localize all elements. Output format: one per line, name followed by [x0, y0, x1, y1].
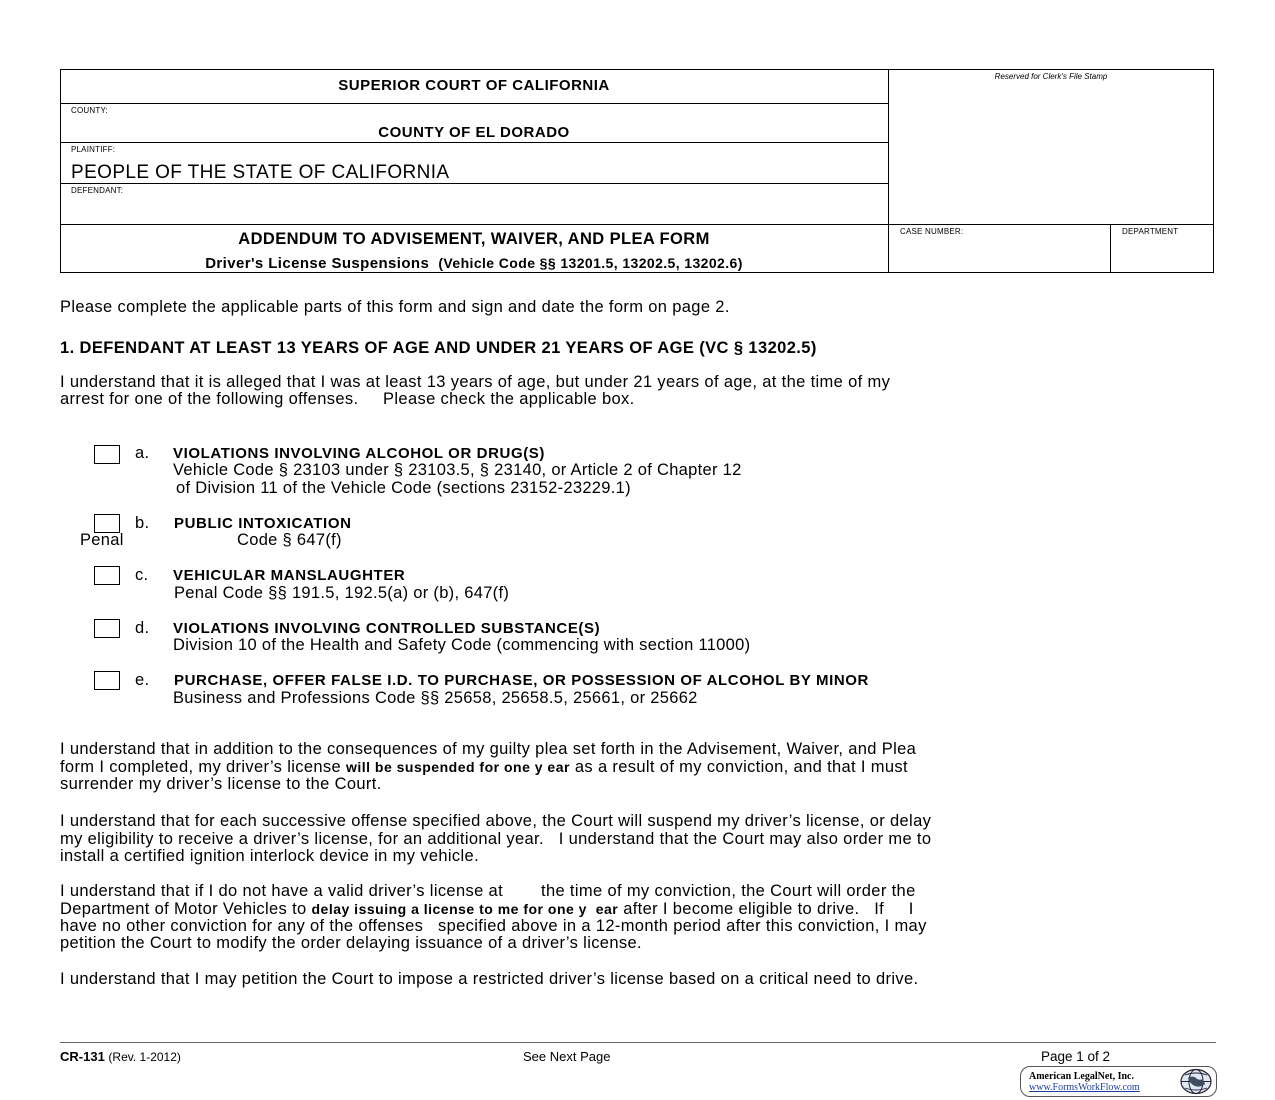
checkbox-a[interactable] — [94, 445, 120, 464]
paragraph-2-line3: install a certified ignition interlock device in my vehicle. — [60, 847, 480, 865]
case-dept-divider — [1110, 224, 1111, 273]
clerk-stamp-label: Reserved for Clerk's File Stamp — [994, 72, 1108, 81]
paragraph-3-line3: have no other conviction for any of the offenses specified above in a 12-month period after this conviction, I may — [60, 917, 927, 935]
county-value: COUNTY OF EL DORADO — [378, 124, 570, 141]
p1-text: as a result of my conviction, and that I must — [569, 758, 908, 776]
caption-divider — [888, 69, 889, 273]
row-divider — [60, 224, 1214, 225]
p3-text: I understand that if I do not have a valid driver’s license at — [60, 882, 504, 900]
globe-icon — [1179, 1068, 1213, 1095]
county-label: COUNTY: — [71, 106, 108, 115]
item-detail: Vehicle Code § 23103 under § 23103.5, § 23140, or Article 2 of Chapter 12 — [173, 461, 742, 479]
form-subtitle-code: (Vehicle Code §§ 13201.5, 13202.5, 13202.6) — [438, 255, 743, 271]
item-letter: c. — [135, 566, 149, 584]
paragraph-1-line2 — [60, 759, 1220, 776]
case-number-field[interactable] — [892, 240, 1106, 270]
row-divider — [60, 142, 888, 143]
paragraph-3-line1 — [60, 883, 1220, 900]
item-detail: Business and Professions Code §§ 25658, 25658.5, 25661, or 25662 — [173, 689, 698, 707]
paragraph-4: I understand that I may petition the Court to impose a restricted driver’s license based on a critical need to drive. — [60, 970, 919, 988]
paragraph-1-line3: surrender my driver’s license to the Court. — [60, 775, 382, 793]
p3-text: the time of my conviction, the Court will order the — [541, 882, 916, 900]
item-title: VIOLATIONS INVOLVING ALCOHOL OR DRUG(S) — [173, 445, 546, 462]
form-id-block — [60, 1049, 181, 1064]
department-label: DEPARTMENT — [1122, 227, 1179, 236]
item-letter: e. — [135, 671, 150, 689]
p3-emphasis: delay issuing a license to me for one y ear — [311, 901, 619, 917]
checkbox-c[interactable] — [94, 566, 120, 585]
item-title: PUBLIC INTOXICATION — [174, 515, 352, 532]
paragraph-2-line2: my eligibility to receive a driver’s license, for an additional year. I understand that the Court may also order me to — [60, 830, 932, 848]
paragraph-3-line2 — [60, 901, 1220, 918]
item-detail: Penal Code §§ 191.5, 192.5(a) or (b), 647(f) — [174, 584, 510, 602]
item-title: VIOLATIONS INVOLVING CONTROLLED SUBSTANCE(S) — [173, 620, 601, 637]
paragraph-3-line4: petition the Court to modify the order delaying issuance of a driver’s license. — [60, 934, 642, 952]
item-title: VEHICULAR MANSLAUGHTER — [173, 567, 406, 584]
form-id: CR-131 — [60, 1049, 105, 1064]
p3-text: Department of Motor Vehicles to — [60, 900, 312, 918]
logo-line2[interactable]: www.FormsWorkFlow.com — [1029, 1082, 1140, 1093]
section-1-lead-line2: arrest for one of the following offenses. Please check the applicable box. — [60, 390, 635, 408]
item-letter: b. — [135, 514, 150, 532]
item-detail: Division 10 of the Health and Safety Code (commencing with section 11000) — [173, 636, 751, 654]
form-title: ADDENDUM TO ADVISEMENT, WAIVER, AND PLEA FORM — [238, 230, 710, 248]
see-next-page: See Next Page — [523, 1049, 611, 1064]
footer-rule — [60, 1042, 1216, 1043]
p3-text: after I become eligible to drive. If I — [618, 900, 914, 918]
paragraph-1-line1: I understand that in addition to the consequences of my guilty plea set forth in the Advisement, Waiver, and Plea — [60, 740, 917, 758]
intro-text: Please complete the applicable parts of this form and sign and date the form on page 2. — [60, 298, 730, 316]
page-number: Page 1 of 2 — [1041, 1049, 1111, 1064]
section-1-lead-line1: I understand that it is alleged that I was at least 13 years of age, but under 21 years of age, at the time of my — [60, 373, 891, 391]
item-detail: Penal — [80, 531, 124, 549]
plaintiff-value: PEOPLE OF THE STATE OF CALIFORNIA — [71, 162, 450, 183]
checkbox-d[interactable] — [94, 619, 120, 638]
paragraph-2-line1: I understand that for each successive offense specified above, the Court will suspend my driver’s license, or delay — [60, 812, 932, 830]
item-detail: Code § 647(f) — [237, 531, 342, 549]
item-detail: of Division 11 of the Vehicle Code (sections 23152-23229.1) — [176, 479, 631, 497]
p1-text: form I completed, my driver’s license — [60, 758, 346, 776]
section-1-heading: 1. DEFENDANT AT LEAST 13 YEARS OF AGE AND UNDER 21 YEARS OF AGE (VC § 13202.5) — [60, 339, 817, 357]
case-number-label: CASE NUMBER: — [900, 227, 964, 236]
form-revision: (Rev. 1-2012) — [108, 1050, 181, 1064]
defendant-value[interactable] — [71, 200, 871, 220]
item-letter: d. — [135, 619, 150, 637]
form-subtitle — [60, 255, 888, 272]
row-divider — [60, 103, 888, 104]
plaintiff-label: PLAINTIFF: — [71, 145, 116, 154]
item-title: PURCHASE, OFFER FALSE I.D. TO PURCHASE, OR POSSESSION OF ALCOHOL BY MINOR — [174, 672, 869, 689]
item-letter: a. — [135, 444, 150, 462]
p1-emphasis: will be suspended for one y ear — [345, 759, 570, 775]
americanlegalnet-logo[interactable] — [1020, 1066, 1217, 1097]
checkbox-e[interactable] — [94, 671, 120, 690]
logo-line1: American LegalNet, Inc. — [1029, 1071, 1134, 1082]
defendant-label: DEFENDANT: — [71, 186, 124, 195]
form-subtitle-main: Driver's License Suspensions — [205, 255, 430, 272]
court-title: SUPERIOR COURT OF CALIFORNIA — [338, 77, 610, 94]
department-field[interactable] — [1114, 240, 1210, 270]
